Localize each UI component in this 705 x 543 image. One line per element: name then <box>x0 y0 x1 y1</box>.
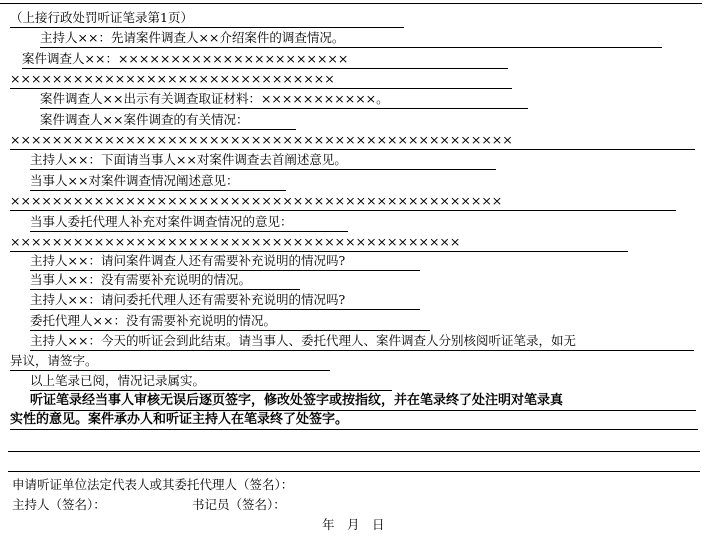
record-note-line: 实性的意见。案件承办人和听证主持人在笔录终了处签字。 <box>10 411 698 430</box>
signature-date: 年 月 日 <box>322 517 385 532</box>
record-line: 主持人××：请问案件调查人还有需要补充说明的情况吗? <box>30 252 420 271</box>
record-line: 以上笔录已阅，情况记录属实。 <box>30 372 392 391</box>
blank-rule <box>8 471 700 472</box>
record-line: 案件调查人××出示有关调查取证材料：×××××××××××。 <box>40 90 528 109</box>
record-line: 主持人××：先请案件调查人××介绍案件的调查情况。 <box>40 29 662 48</box>
record-line: 案件调查人××案件调查的有关情况： <box>40 111 296 130</box>
record-line: 当事人委托代理人补充对案件调查情况的意见： <box>30 213 348 232</box>
record-line: 委托代理人××：没有需要补充说明的情况。 <box>30 312 430 331</box>
record-note-line: 听证笔录经当事人审核无误后逐页签字，修改处签字或按指纹，并在笔录终了处注明对笔录真 <box>30 392 696 411</box>
record-line: 当事人××对案件调查情况阐述意见： <box>30 172 286 191</box>
record-line: ××××××××××××××××××××××××××××××××××××××××××× <box>10 233 628 252</box>
host-signature-label: 主持人（签名）： <box>12 497 106 512</box>
clerk-signature-label: 书记员（签名）： <box>192 497 286 512</box>
record-line: 案件调查人××：×××××××××××××××××××××× <box>22 50 508 69</box>
record-line: （上接行政处罚听证笔录第1页） <box>10 9 404 28</box>
record-line: ××××××××××××××××××××××××××××××× <box>10 70 512 89</box>
record-line: ××××××××××××××××××××××××××××××××××××××××××××××× <box>10 192 676 211</box>
record-line: 主持人××：今天的听证会到此结束。请当事人、委托代理人、案件调查人分别核阅听证笔录，如无 <box>30 332 694 351</box>
blank-rule <box>8 451 700 452</box>
record-line: ×××××××××××××××××××××××××××××××××××××××××××××××× <box>10 131 695 150</box>
record-line: 主持人××：下面请当事人××对案件调查去首阐述意见。 <box>30 151 496 170</box>
applicant-signature-label: 申请听证单位法定代表人或其委托代理人（签名）： <box>12 477 294 492</box>
record-line: 当事人××：没有需要补充说明的情况。 <box>30 271 300 290</box>
record-line: 主持人××：请问委托代理人还有需要补充说明的情况吗? <box>30 291 420 310</box>
page-top-border <box>0 3 702 4</box>
record-line: 异议，请签字。 <box>10 352 330 371</box>
